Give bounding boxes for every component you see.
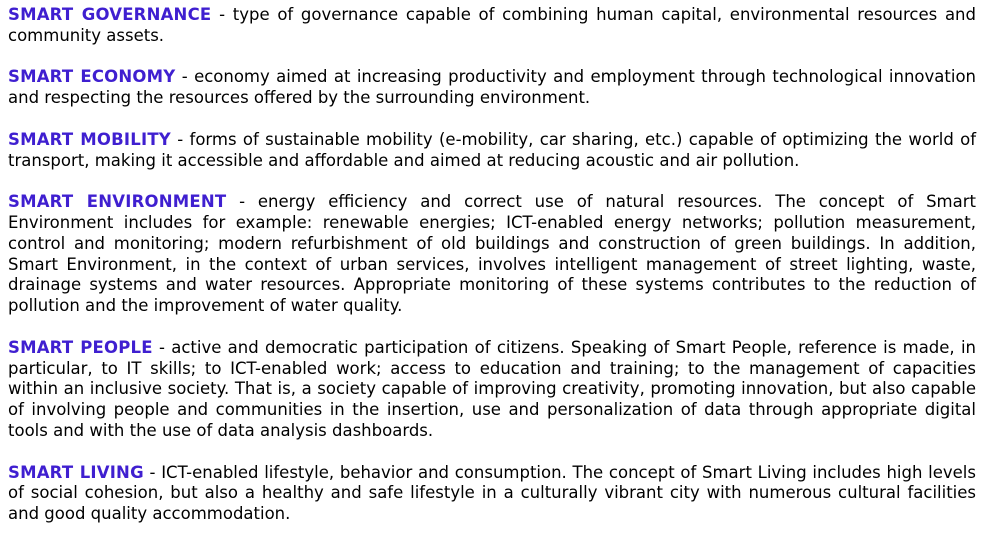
term-heading: SMART ECONOMY [8, 67, 176, 87]
definition-entry-smart-governance [8, 5, 976, 47]
term-heading: SMART LIVING [8, 462, 144, 482]
term-heading: SMART ENVIRONMENT [8, 192, 227, 212]
definition-text: type of governance capable of combining human capital, environmental resources and community assets. [8, 5, 976, 45]
term-separator: - [226, 192, 258, 212]
definition-entry-smart-people [8, 338, 976, 442]
definition-text: ICT-enabled lifestyle, behavior and consumption. The concept of Smart Living includes high levels of social cohesion, but also a healthy and safe lifestyle in a culturally vibrant city with numerous cultural facilities and good quality accommodation. [8, 462, 976, 524]
term-separator: - [211, 5, 233, 24]
definition-entry-smart-economy [8, 67, 976, 109]
definition-text: energy efficiency and correct use of natural resources. The concept of Smart Environment includes for example: renewable energies; ICT-enabled energy networks; pollution measurement, control and monitoring; modern refurbishment of old buildings and construction of green buildings. In addition, Smart Environment, in the context of urban services, involves intelligent management of street lighting, waste, drainage systems and water resources. Appropriate monitoring of these systems contributes to the reduction of pollution and the improvement of water quality. [8, 192, 976, 316]
term-heading: SMART PEOPLE [8, 337, 153, 357]
definition-entry-smart-mobility [8, 130, 976, 172]
term-separator: - [175, 67, 195, 87]
term-separator: - [143, 462, 162, 482]
term-separator: - [170, 129, 190, 149]
definition-entry-smart-environment [8, 192, 976, 317]
definition-text: forms of sustainable mobility (e-mobility, car sharing, etc.) capable of optimizing the world of transport, making it accessible and affordable and aimed at reducing acoustic and air pollution. [8, 129, 977, 170]
definition-text: active and democratic participation of citizens. Speaking of Smart People, reference is made, in particular, to IT skills; to ICT-enabled work; access to education and training; to the management of capacities within an inclusive society. That is, a society capable of improving creativity, promoting innovation, but also capable of involving people and communities in the insertion, use and personalization of data through appropriate digital tools and with the use of data analysis dashboards. [8, 337, 976, 440]
term-heading: SMART MOBILITY [8, 129, 171, 149]
term-heading: SMART GOVERNANCE [8, 5, 212, 24]
definition-text: economy aimed at increasing productivity and employment through technological innovation and respecting the resources offered by the surrounding environment. [8, 67, 977, 108]
definition-entry-smart-living [8, 463, 976, 525]
term-separator: - [152, 337, 172, 357]
